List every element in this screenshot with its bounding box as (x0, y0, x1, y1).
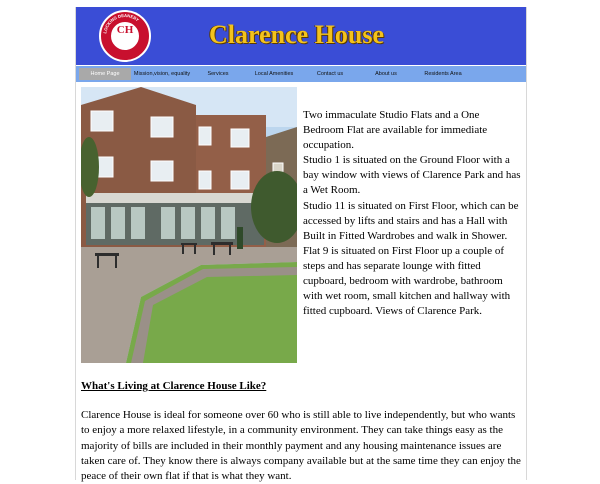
main-nav (76, 66, 526, 82)
intro-paragraph: Studio 1 is situated on the Ground Floor with a bay window with views of Clarence Park and has a Wet Room. (303, 154, 521, 197)
nav-item-local-amenities[interactable]: Local Amenities (254, 71, 294, 77)
clarence-house-photo (81, 87, 297, 363)
site-title: Clarence House (209, 20, 384, 49)
nav-item-residents[interactable]: Residents Area (424, 71, 462, 77)
intro-paragraph: Studio 11 is situated on First Floor, which can be accessed by lifts and stairs and has a Hall with Built in Fitted Wardrobes and walk in Shower. (303, 199, 519, 242)
logo[interactable] (99, 10, 151, 62)
living-description: Clarence House is ideal for someone over 60 who is still able to live independently, but who wants to enjoy a more relaxed lifestyle, in a community environment. They can take things easy as the majority of bills are included in their monthly payment and any housing maintenance issues are taken care of. They know there is always company available but at the same time they can enjoy the peace of their own flat if that is what they want. (81, 409, 521, 483)
nav-item-services[interactable]: Services (207, 71, 229, 77)
logo-center (110, 21, 140, 51)
intro-paragraph: Flat 9 is situated on First Floor up a couple of steps and has separate lounge with fitted cupboard, bedroom with wardrobe, bathroom with wet room, small kitchen and hallway with fitted cupboard. Views of Clarence Park. (303, 244, 511, 318)
site-header (76, 7, 526, 65)
intro-paragraph: Two immaculate Studio Flats and a One Bedroom Flat are available for immediate occupation. (303, 109, 488, 152)
logo-initials: CH (116, 24, 134, 36)
nav-item-contact[interactable]: Contact us (316, 71, 344, 77)
intro-text (303, 108, 521, 319)
logo-text: LOCKING DEANERY (102, 12, 140, 34)
nav-item-mission[interactable]: Mission,vision, equality (133, 71, 191, 77)
building-photo-image (81, 87, 297, 363)
nav-item-home[interactable]: Home Page (79, 68, 131, 80)
page-container (75, 7, 527, 483)
section-heading: What's Living at Clarence House Like? (81, 380, 267, 392)
nav-item-about[interactable]: About us (375, 71, 397, 77)
